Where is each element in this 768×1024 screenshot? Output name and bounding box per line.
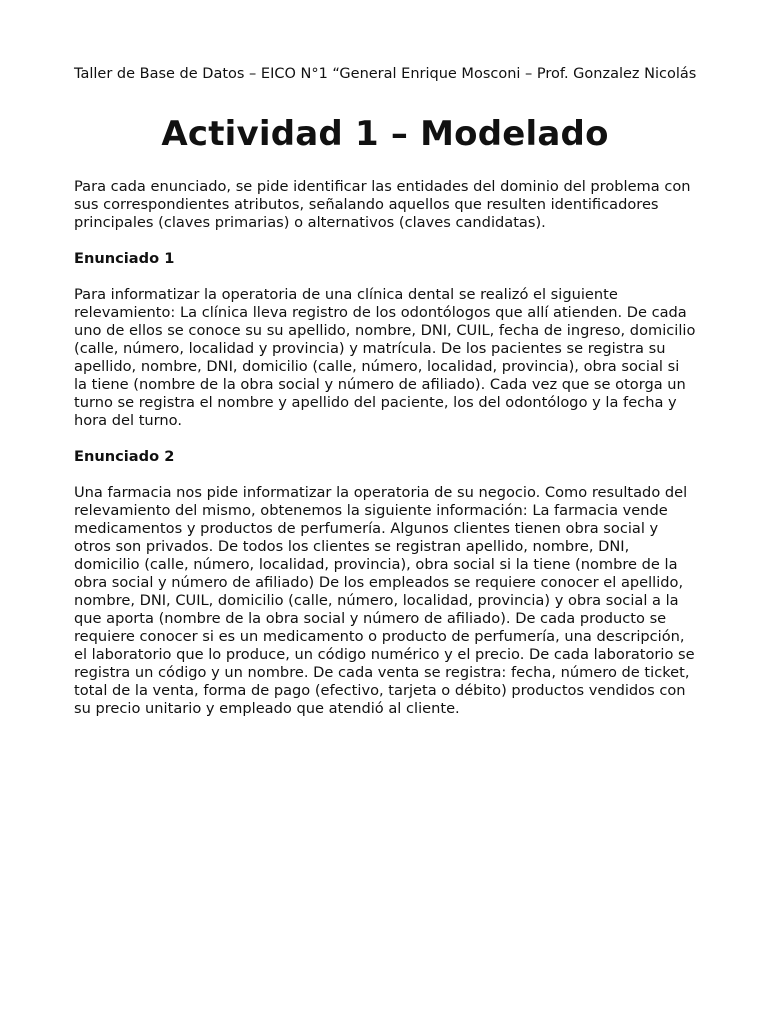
document-title: Actividad 1 – Modelado	[161, 114, 609, 154]
course-header: Taller de Base de Datos – EICO N°1 “General Enrique Mosconi – Prof. Gonzalez Nicolás	[74, 66, 697, 82]
section-heading-enunciado-1: Enunciado 1	[74, 250, 175, 267]
section-body-enunciado-2: Una farmacia nos pide informatizar la operatoria de su negocio. Como resultado del relevamiento del mismo, obtenemos la siguiente información: La farmacia vende medicamentos y productos de perfumería. Algunos clientes tienen obra social y otros son privados. De todos los clientes se registran apellido, nombre, DNI, domicilio (calle, número, localidad, provincia), obra social si la tiene (nombre de la obra social y número de afiliado) De los empleados se requiere conocer el apellido, nombre, DNI, CUIL, domicilio (calle, número, localidad, provincia) y obra social a la que aporta (nombre de la obra social y número de afiliado). De cada producto se requiere conocer si es un medicamento o producto de perfumería, una descripción, el laboratorio que lo produce, un código numérico y el precio. De cada laboratorio se registra un código y un nombre. De cada venta se registra: fecha, número de ticket, total de la venta, forma de pago (efectivo, tarjeta o débito) productos vendidos con su precio unitario y empleado que atendió al cliente.	[74, 484, 695, 717]
intro-paragraph: Para cada enunciado, se pide identificar las entidades del dominio del problema con sus correspondientes atributos, señalando aquellos que resulten identificadores principales (claves primarias) o alternativos (claves candidatas).	[74, 178, 691, 231]
section-heading-enunciado-2: Enunciado 2	[74, 448, 175, 465]
section-body-enunciado-1: Para informatizar la operatoria de una clínica dental se realizó el siguiente relevamiento: La clínica lleva registro de los odontólogos que allí atienden. De cada uno de ellos se conoce su su apellido, nombre, DNI, CUIL, fecha de ingreso, domicilio (calle, número, localidad y provincia) y matrícula. De los pacientes se registra su apellido, nombre, DNI, domicilio (calle, número, localidad, provincia), obra social si la tiene (nombre de la obra social y número de afiliado). Cada vez que se otorga un turno se registra el nombre y apellido del paciente, los del odontólogo y la fecha y hora del turno.	[74, 286, 696, 429]
